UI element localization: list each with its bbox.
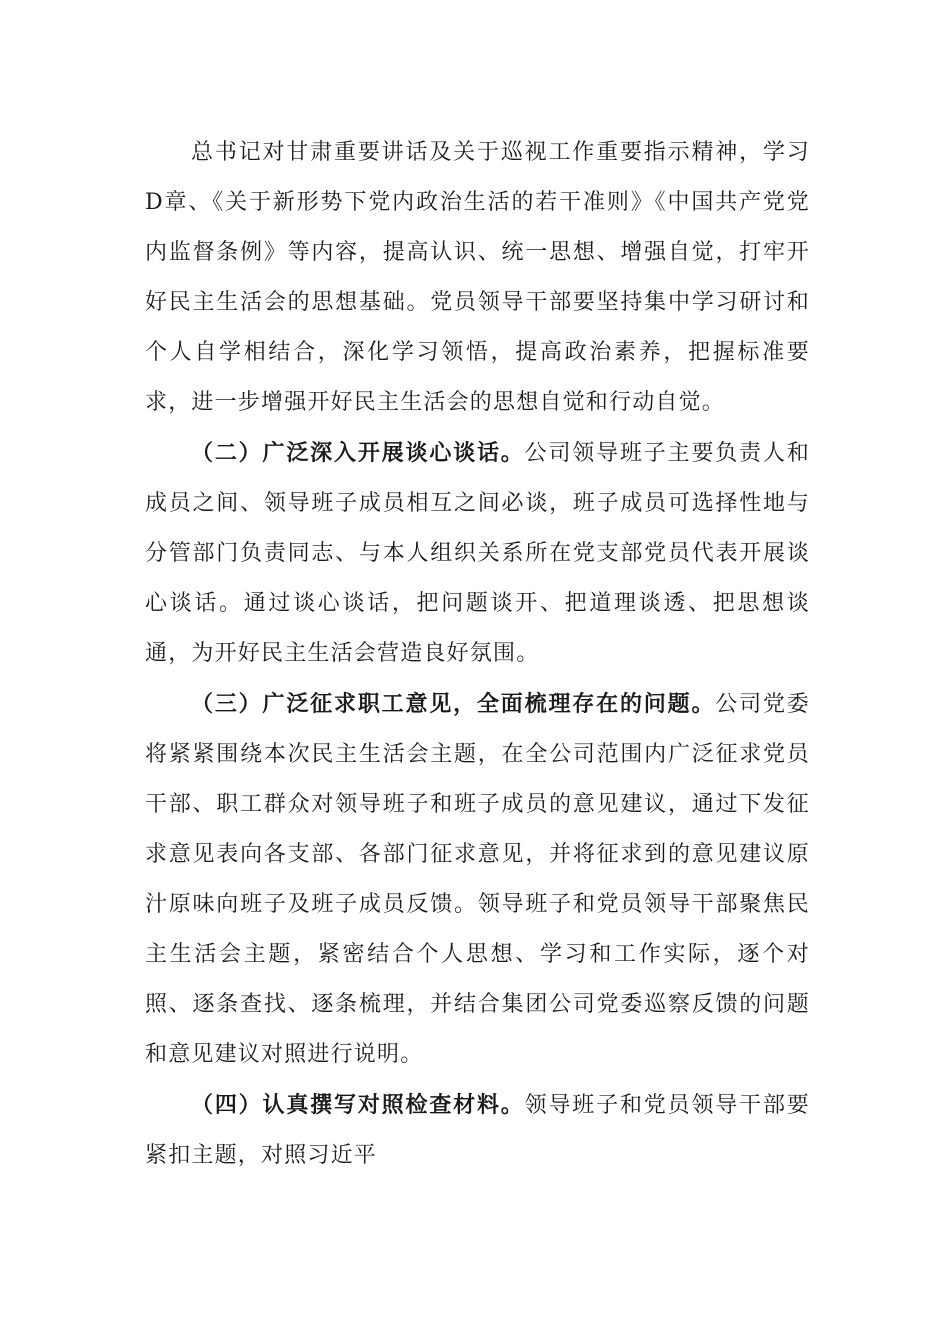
paragraph-solicit-opinions: [145, 679, 810, 1080]
paragraph-text: 公司领导班子主要负责人和成员之间、领导班子成员相互之间必谈，班子成员可选择性地与分管部门负责同志、与本人组织关系所在党支部党员代表开展谈心谈话。通过谈心谈话，把问题谈开、把道理谈透、把思想谈通，为开好民主生活会营造良好氛围。: [145, 441, 810, 666]
paragraph-text: 领导班子和党员领导干部要紧扣主题，对照习近平: [145, 1093, 810, 1168]
paragraph-heart-to-heart-talks: [145, 428, 810, 679]
paragraph-study: [145, 128, 810, 428]
paragraph-text: 总书记对甘肃重要讲话及关于巡视工作重要指示精神，学习D章、《关于新形势下党内政治生活的若干准则》《中国共产党党内监督条例》等内容，提高认识、统一思想、增强自觉，打牢开好民主生活会的思想基础。党员领导干部要坚持集中学习研讨和个人自学相结合，深化学习领悟，提高政治素养，把握标准要求，进一步增强开好民主生活会的思想自觉和行动自觉。: [145, 140, 810, 415]
document-body: [145, 128, 810, 1181]
paragraph-text: 公司党委将紧紧围绕本次民主生活会主题，在全公司范围内广泛征求党员干部、职工群众对领导班子和班子成员的意见建议，通过下发征求意见表向各支部、各部门征求意见，并将征求到的意见建议原汁原味向班子及班子成员反馈。领导班子和党员领导干部聚焦民主生活会主题，紧密结合个人思想、学习和工作实际，逐个对照、逐条查找、逐条梳理，并结合集团公司党委巡察反馈的问题和意见建议对照进行说明。: [145, 692, 810, 1067]
section-heading: （四）认真撰写对照检查材料。: [191, 1092, 525, 1118]
paragraph-write-materials: [145, 1080, 810, 1181]
section-heading: （三）广泛征求职工意见，全面梳理存在的问题。: [191, 691, 716, 717]
section-heading: （二）广泛深入开展谈心谈话。: [191, 440, 525, 466]
